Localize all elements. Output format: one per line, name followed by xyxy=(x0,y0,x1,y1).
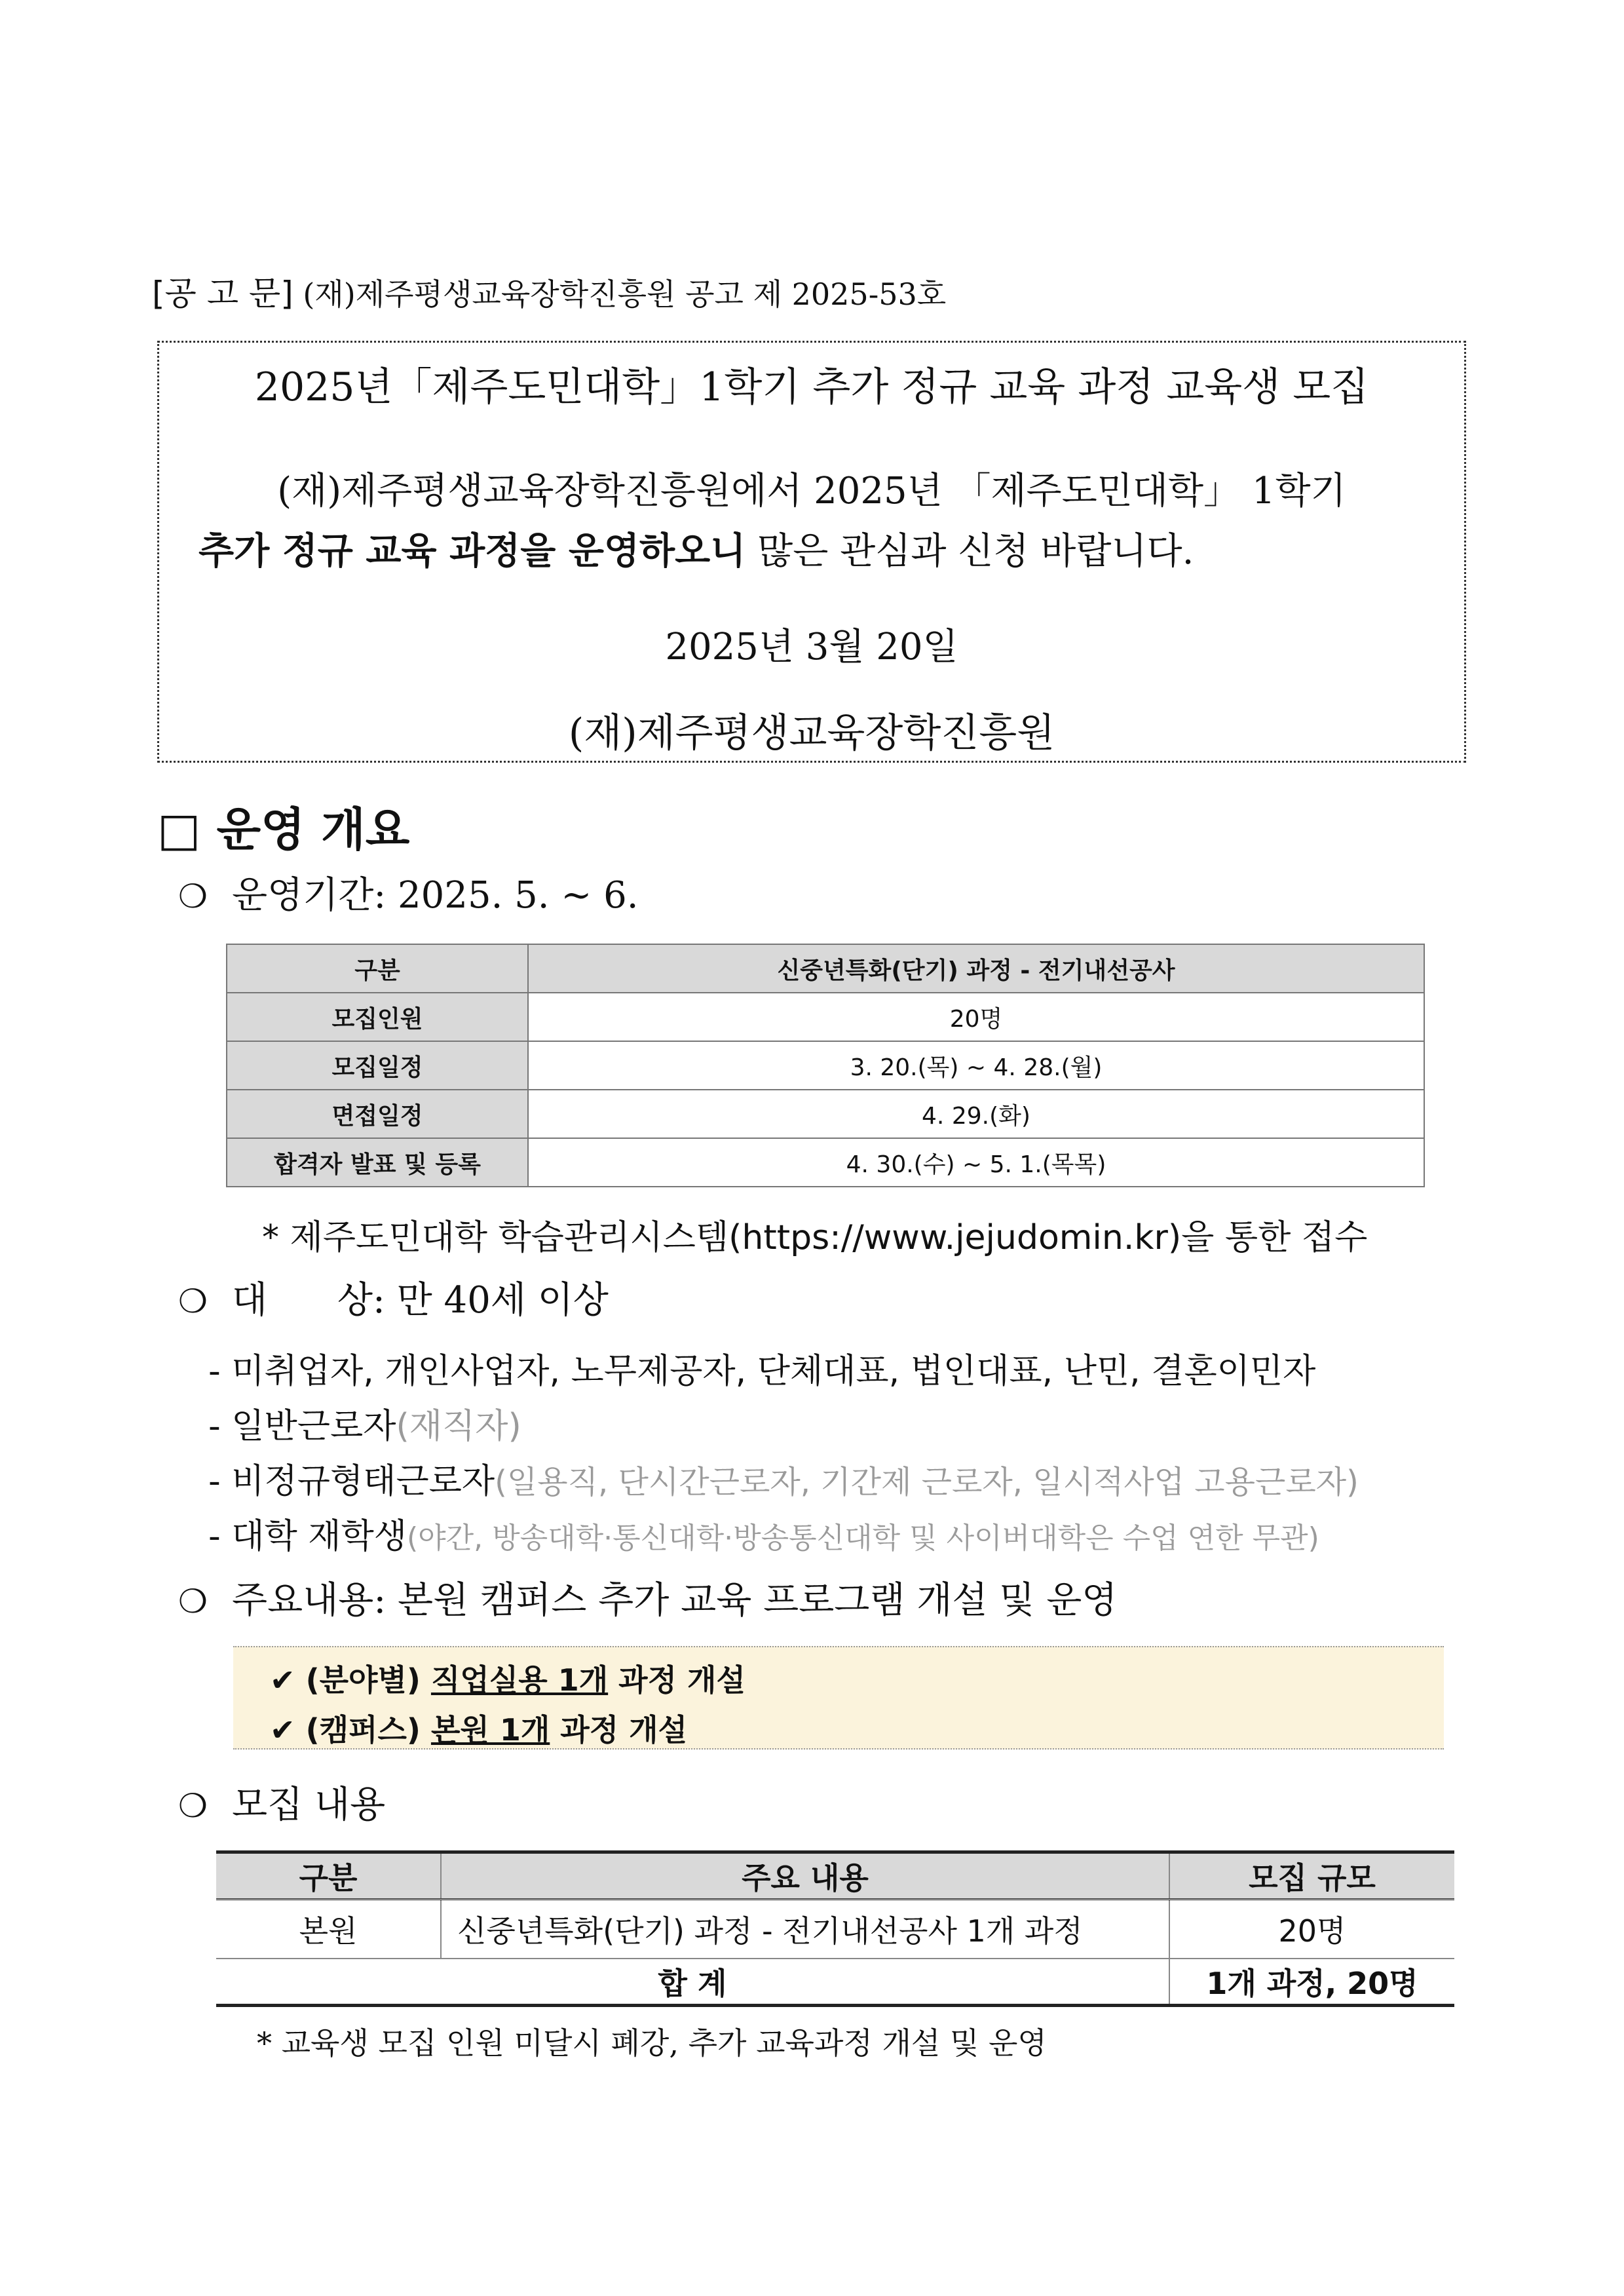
notice-title: 2025년「제주도민대학」1학기 추가 정규 교육 과정 교육생 모집 xyxy=(254,364,1369,410)
table-row xyxy=(227,1138,1424,1187)
target-item-main: - 비정규형태근로자 xyxy=(208,1462,495,1501)
notice-body-bold: 추가 정규 교육 과정을 운영하오니 xyxy=(198,529,746,573)
table-header-row xyxy=(216,1852,1454,1900)
target-item-main: - 일반근로자 xyxy=(208,1407,396,1446)
content-text: 주요내용: 본원 캠퍼스 추가 교육 프로그램 개설 및 운영 xyxy=(232,1579,1118,1622)
period-text: 운영기간: 2025. 5. ~ 6. xyxy=(232,874,639,917)
highlight-label: (캠퍼스) xyxy=(305,1712,421,1748)
recruit-table xyxy=(216,1850,1454,2007)
target-item xyxy=(208,1343,1315,1392)
target-item-sub: (야간, 방송대학·통신대학·방송통신대학 및 사이버대학은 수업 연한 무관) xyxy=(406,1521,1319,1555)
notice-tag: [공 고 문] xyxy=(152,275,293,313)
table-row xyxy=(227,1090,1424,1138)
table-row xyxy=(227,1041,1424,1090)
check-icon: ✔ xyxy=(270,1662,295,1698)
highlight-box xyxy=(233,1646,1444,1750)
highlight-underlined: 직업실용 1개 xyxy=(430,1662,609,1698)
target-item xyxy=(208,1453,1359,1502)
table-row xyxy=(227,993,1424,1041)
table-header-cell: 주요 내용 xyxy=(441,1852,1169,1900)
period-bullet xyxy=(178,866,639,919)
highlight-rest: 과정 개설 xyxy=(550,1712,688,1748)
table-header-cell: 신중년특화(단기) 과정 - 전기내선공사 xyxy=(528,944,1424,993)
closure-note: * 교육생 모집 인원 미달시 폐강, 추가 교육과정 개설 및 운영 xyxy=(257,2025,1047,2061)
row-label: 모집인원 xyxy=(227,993,528,1041)
target-item-sub: (일용직, 단시간근로자, 기간제 근로자, 일시적사업 고용근로자) xyxy=(495,1464,1359,1501)
table-cell: 20명 xyxy=(1169,1900,1454,1959)
target-text: 대 상: 만 40세 이상 xyxy=(232,1279,609,1322)
highlight-item xyxy=(270,1706,687,1750)
recruit-bullet xyxy=(178,1776,385,1828)
row-label: 합격자 발표 및 등록 xyxy=(227,1138,528,1187)
recruit-text: 모집 내용 xyxy=(232,1784,386,1826)
table-header-cell: 구분 xyxy=(216,1852,441,1900)
highlight-rest: 과정 개설 xyxy=(608,1662,746,1698)
application-note: * 제주도민대학 학습관리시스템(https://www.jejudomin.kr)을 통한 접수 xyxy=(262,1218,1368,1257)
table-cell: 신중년특화(단기) 과정 - 전기내선공사 1개 과정 xyxy=(441,1900,1169,1959)
schedule-table xyxy=(226,944,1425,1187)
highlight-item xyxy=(270,1656,746,1700)
table-row xyxy=(216,1900,1454,1959)
highlight-underlined: 본원 1개 xyxy=(430,1712,550,1748)
notice-date: 2025년 3월 20일 xyxy=(665,626,958,668)
table-header-row xyxy=(227,944,1424,993)
table-header-cell: 모집 규모 xyxy=(1169,1852,1454,1900)
row-value: 3. 20.(목) ~ 4. 28.(월) xyxy=(528,1041,1424,1090)
circle-bullet-icon: ❍ xyxy=(178,1582,208,1620)
row-value: 20명 xyxy=(528,993,1424,1041)
table-total-row xyxy=(216,1959,1454,2006)
table-header-cell: 구분 xyxy=(227,944,528,993)
notice-body-line1: (재)제주평생교육장학진흥원에서 2025년 「제주도민대학」 1학기 xyxy=(277,470,1346,512)
target-bullet xyxy=(178,1271,609,1324)
notice-number: (재)제주평생교육장학진흥원 공고 제 2025-53호 xyxy=(303,277,947,312)
section-heading: □ 운영 개요 xyxy=(157,803,410,856)
row-label: 모집일정 xyxy=(227,1041,528,1090)
notice-box xyxy=(157,341,1466,763)
target-item xyxy=(208,1508,1319,1558)
target-item-sub: (재직자) xyxy=(396,1407,521,1446)
notice-organization: (재)제주평생교육장학진흥원 xyxy=(568,710,1055,756)
notice-body-rest: 많은 관심과 신청 바랍니다. xyxy=(746,530,1194,573)
table-cell: 본원 xyxy=(216,1900,441,1959)
content-bullet xyxy=(178,1571,1117,1624)
total-label: 합 계 xyxy=(216,1959,1169,2006)
target-item xyxy=(208,1398,521,1447)
notice-header xyxy=(152,267,946,315)
highlight-label: (분야별) xyxy=(305,1662,421,1698)
check-icon: ✔ xyxy=(270,1712,295,1748)
circle-bullet-icon: ❍ xyxy=(178,877,208,915)
target-item-main: - 대학 재학생 xyxy=(208,1517,407,1556)
total-value: 1개 과정, 20명 xyxy=(1169,1959,1454,2006)
row-label: 면접일정 xyxy=(227,1090,528,1138)
circle-bullet-icon: ❍ xyxy=(178,1787,208,1825)
row-value: 4. 29.(화) xyxy=(528,1090,1424,1138)
row-value: 4. 30.(수) ~ 5. 1.(목목) xyxy=(528,1138,1424,1187)
notice-body-line2 xyxy=(198,522,1194,575)
circle-bullet-icon: ❍ xyxy=(178,1282,208,1320)
target-item-main: - 미취업자, 개인사업자, 노무제공자, 단체대표, 법인대표, 난민, 결혼이민자 xyxy=(208,1352,1316,1391)
